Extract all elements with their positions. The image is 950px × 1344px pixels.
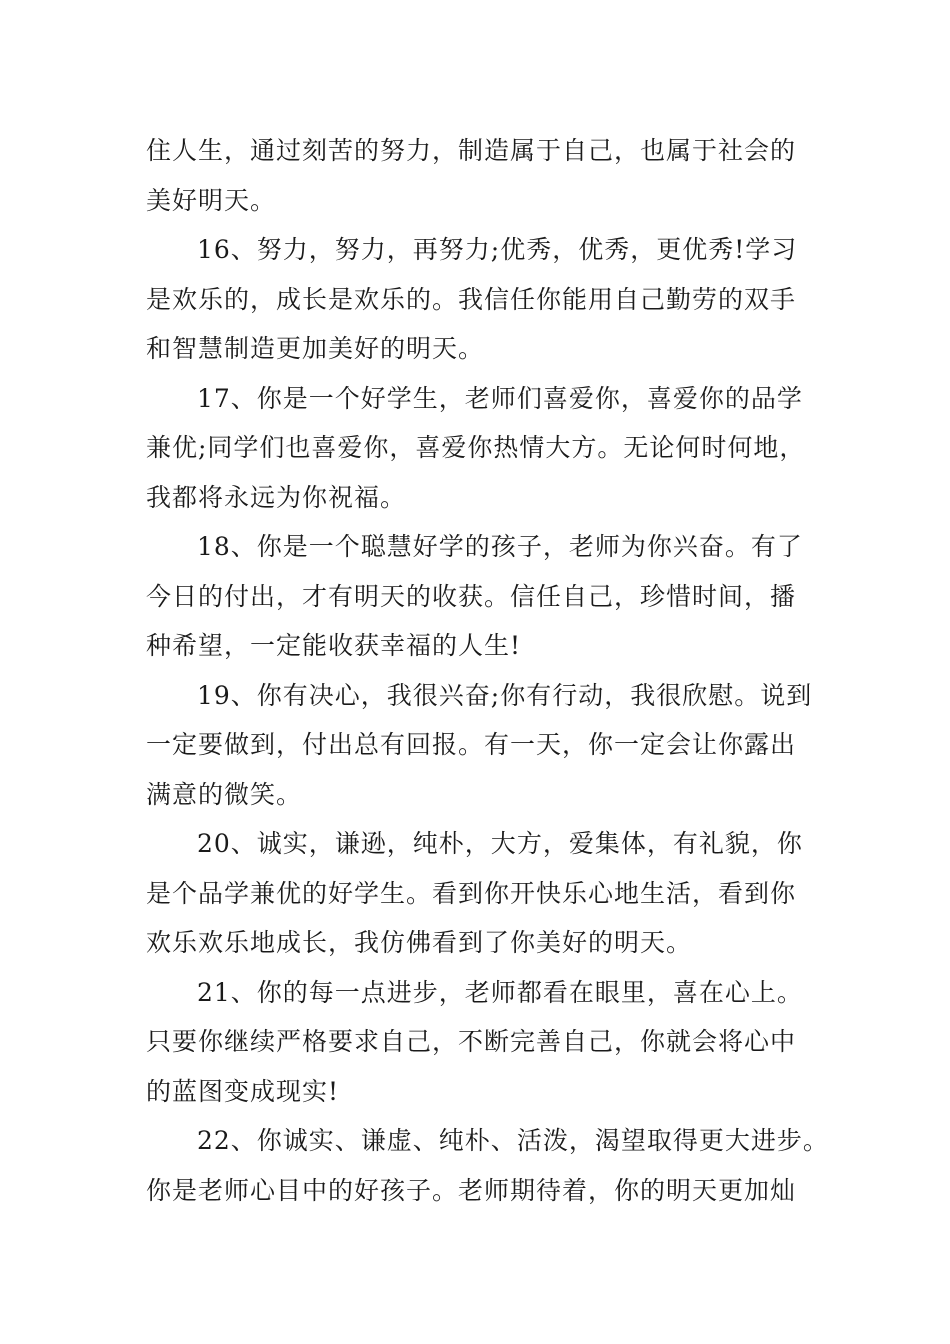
paragraph-start-18: 18、你是一个聪慧好学的孩子，老师为你兴奋。有了 xyxy=(197,532,803,561)
paragraph-start-17: 17、你是一个好学生，老师们喜爱你，喜爱你的品学 xyxy=(197,383,803,413)
text-line: 今日的付出，才有明天的收获。信任自己，珍惜时间，播 xyxy=(146,581,797,611)
text-line: 的蓝图变成现实! xyxy=(146,1076,340,1106)
text-line: 只要你继续严格要求自己，不断完善自己，你就会将心中 xyxy=(146,1027,797,1056)
text-line: 一定要做到，付出总有回报。有一天，你一定会让你露出 xyxy=(146,730,797,759)
text-line: 是欢乐的，成长是欢乐的。我信任你能用自己勤劳的双手 xyxy=(146,284,797,314)
paragraph-start-16: 16、努力，努力，再努力;优秀，优秀，更优秀!学习 xyxy=(197,235,798,264)
text-line: 欢乐欢乐地成长，我仿佛看到了你美好的明天。 xyxy=(146,928,693,957)
paragraph-start-20: 20、诚实，谦逊，纯朴，大方，爱集体，有礼貌，你 xyxy=(197,829,803,858)
text-line: 是个品学兼优的好学生。看到你开快乐心地生活，看到你 xyxy=(146,878,797,908)
text-line: 种希望，一定能收获幸福的人生! xyxy=(146,631,522,660)
paragraph-start-19: 19、你有决心，我很兴奋;你有行动，我很欣慰。说到 xyxy=(197,680,813,710)
paragraph-start-21: 21、你的每一点进步，老师都看在眼里，喜在心上。 xyxy=(197,977,803,1007)
text-line: 满意的微笑。 xyxy=(146,779,303,809)
text-line: 兼优;同学们也喜爱你，喜爱你热情大方。无论何时何地， xyxy=(146,433,806,462)
text-line: 你是老师心目中的好孩子。老师期待着，你的明天更加灿 xyxy=(146,1175,797,1205)
text-line: 住人生，通过刻苦的努力，制造属于自己，也属于社会的 xyxy=(146,136,797,165)
text-line: 我都将永远为你祝福。 xyxy=(146,482,407,512)
document-body xyxy=(146,126,829,1215)
text-line: 美好明天。 xyxy=(146,185,277,215)
paragraph-start-22: 22、你诚实、谦虚、纯朴、活泼，渴望取得更大进步。 xyxy=(197,1126,829,1155)
text-line: 和智慧制造更加美好的明天。 xyxy=(146,334,485,363)
